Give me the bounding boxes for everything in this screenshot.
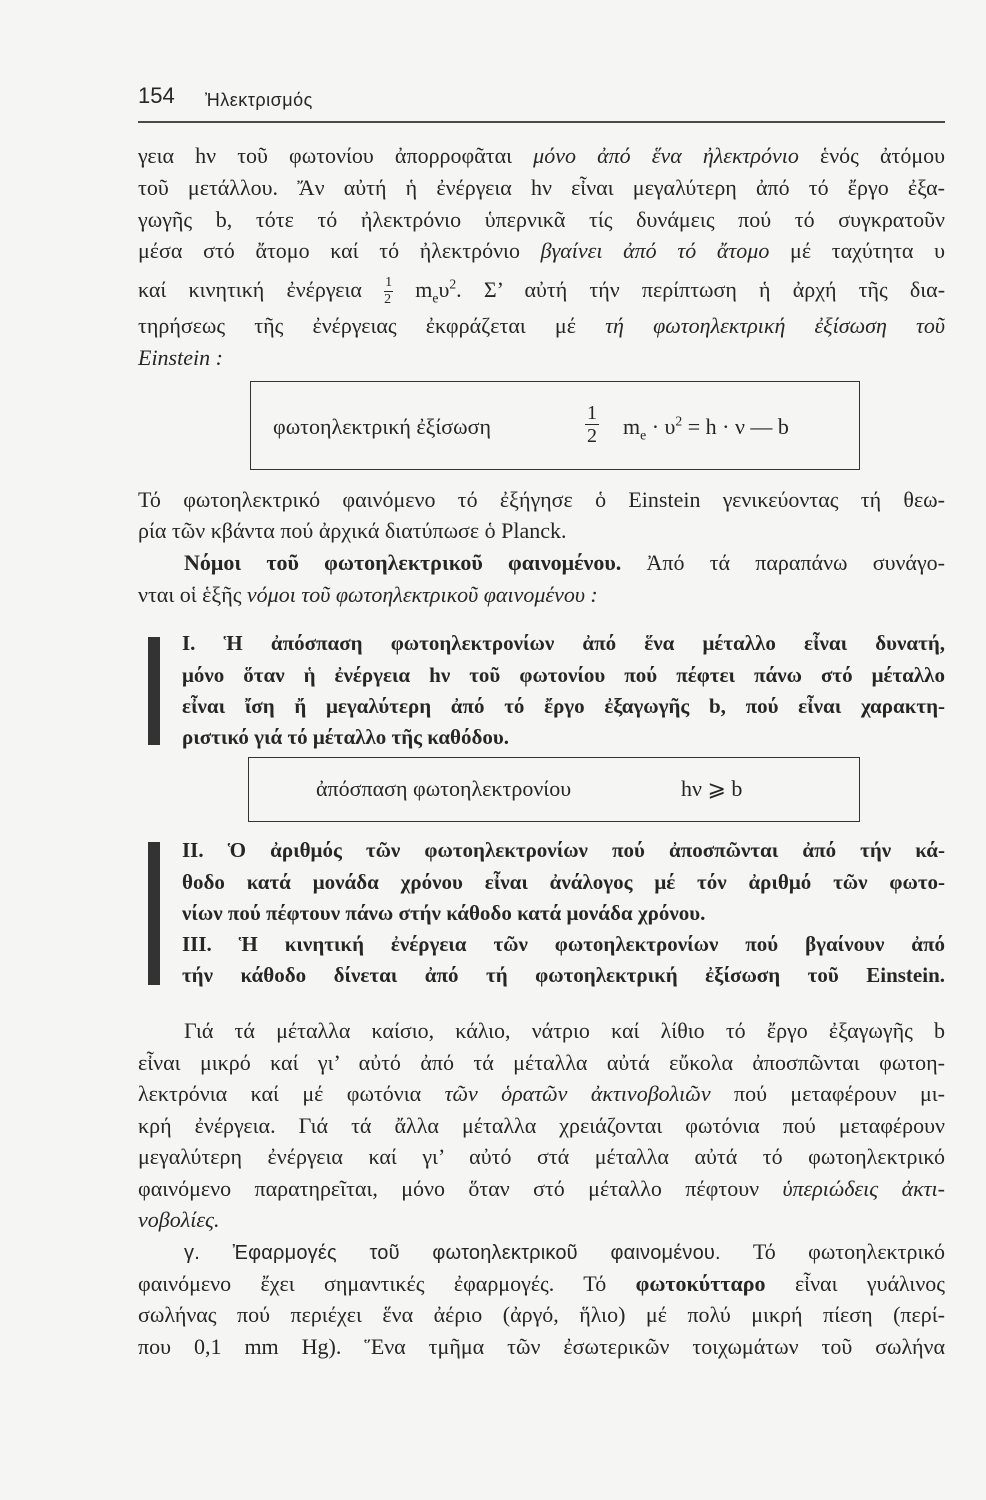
text-run: φαινόμενο ἔχει σημαντικές ἐφαρμογές. Τό bbox=[138, 1271, 607, 1296]
p4-line-5: μεγαλύτερη ἐνέργεια καί γι’ αὐτό στά μέταλλα αὐτά τό φωτοηλεκτρικό bbox=[138, 1144, 945, 1169]
law-2-line-2: θοδο κατά μονάδα χρόνου εἶναι ἀνάλογος μέ τόν ἀριθμό τῶν φωτο- bbox=[182, 870, 945, 894]
p3-line-1 bbox=[184, 547, 945, 579]
law-1-line-1: I. Ἡ ἀπόσπαση φωτοηλεκτρονίων ἀπό ἕνα μέταλλο εἶναι δυνατή, bbox=[182, 631, 945, 655]
law-1-line-4: ριστικό γιά τό μέταλλο τῆς καθόδου. bbox=[182, 725, 510, 749]
italic-run: τῶν ὁρατῶν ἀκτινοβολιῶν bbox=[444, 1081, 711, 1106]
text-run: Ἀπό τά παραπάνω συνάγο- bbox=[646, 550, 945, 575]
fraction-one-half bbox=[585, 402, 599, 447]
text-run: ἑνός ἀτόμου bbox=[819, 143, 946, 168]
p5-line-4: που 0,1 mm Hg). Ἕνα τμῆμα τῶν ἐσωτερικῶν τοιχωμάτων τοῦ σωλήνα bbox=[138, 1334, 945, 1359]
text-run: τηρήσεως τῆς ἐνέργειας ἐκφράζεται μέ bbox=[138, 313, 576, 338]
running-title: Ἠλεκτρισμός bbox=[205, 90, 313, 110]
italic-run: τή φωτοηλεκτρική ἐξίσωση τοῦ bbox=[605, 313, 945, 338]
italic-run: νόμοι τοῦ φωτοηλεκτρικοῦ φαινομένου : bbox=[246, 582, 598, 607]
text-run: μέσα στό ἄτομο καί τό ἠλεκτρόνιο bbox=[138, 238, 520, 263]
text-run: Τό φωτοηλεκτρικό bbox=[752, 1239, 945, 1264]
italic-run: ὑπεριώδεις ἀκτι- bbox=[782, 1176, 945, 1201]
section-heading: γ. Ἐφαρμογές τοῦ φωτοηλεκτρικοῦ φαινομένου. bbox=[184, 1242, 721, 1264]
text-run: εἶναι γυάλινος bbox=[794, 1271, 946, 1296]
p4-line-1: Γιά τά μέταλλα καίσιο, κάλιο, νάτριο καί λίθιο τό ἔργο ἐξαγωγῆς b bbox=[184, 1018, 945, 1043]
text-run: μέ ταχύτητα υ bbox=[790, 238, 946, 263]
mass-subscript: e bbox=[640, 427, 647, 443]
p4-line-3 bbox=[138, 1078, 945, 1110]
mass-symbol: m bbox=[415, 277, 433, 302]
law-2-line-3: νίων πού πέφτουν πάνω στήν κάθοδο κατά μονάδα χρόνου. bbox=[182, 901, 706, 925]
p1-line-2: τοῦ μετάλλου. Ἄν αὐτή ἡ ἐνέργεια hν εἶναι μεγαλύτερη ἀπό τό ἔργο ἐξα- bbox=[138, 175, 945, 200]
velocity-exponent: 2 bbox=[449, 276, 457, 292]
equation-expression bbox=[623, 411, 789, 443]
law-2-line-1: II. Ὁ ἀριθμός τῶν φωτοηλεκτρονίων πού ἀποσπῶνται ἀπό τήν κά- bbox=[182, 838, 945, 862]
p5-line-1 bbox=[184, 1236, 945, 1268]
text-run: πού μεταφέρουν μι- bbox=[734, 1081, 946, 1106]
p4-line-6 bbox=[138, 1173, 945, 1205]
p2-line-1: Τό φωτοηλεκτρικό φαινόμενο τό ἐξήγησε ὁ Einstein γενικεύοντας τή θεω- bbox=[138, 487, 945, 512]
fraction-denominator: 2 bbox=[384, 292, 392, 308]
law-3-line-1: III. Ἡ κινητική ἐνέργεια τῶν φωτοηλεκτρονίων πού βγαίνουν ἀπό bbox=[182, 932, 945, 956]
text-run: καί κινητική ἐνέργεια bbox=[138, 277, 362, 302]
condition-label: ἀπόσπαση φωτοηλεκτρονίου bbox=[316, 776, 572, 801]
photoelectric-equation-box bbox=[250, 381, 860, 470]
text-run: γεια hν τοῦ φωτονίου ἀπορροφᾶται bbox=[138, 143, 513, 168]
fraction-denominator: 2 bbox=[587, 425, 597, 447]
law-1-line-2: μόνο ὅταν ἡ ἐνέργεια hν τοῦ φωτονίου πού πέφτει πάνω στό μέταλλο bbox=[182, 663, 945, 687]
law-1-margin-bar bbox=[148, 637, 160, 745]
text-run: φαινόμενο παρατηρεῖται, μόνο ὅταν στό μέταλλο πέφτουν bbox=[138, 1176, 760, 1201]
law-3-line-2: τήν κάθοδο δίνεται ἀπό τή φωτοηλεκτρική ἐξίσωση τοῦ Einstein. bbox=[182, 963, 945, 987]
fraction-numerator: 1 bbox=[587, 402, 597, 424]
p1-line-7: Einstein : bbox=[138, 345, 223, 370]
italic-run: βγαίνει ἀπό τό ἄτομο bbox=[540, 238, 770, 263]
p5-line-3: σωλήνας πού περιέχει ἕνα ἀέριο (ἀργό, ἥλιο) μέ πολύ μικρή πίεση (περί- bbox=[138, 1302, 945, 1327]
page-number: 154 bbox=[138, 83, 175, 108]
p2-line-2: ρία τῶν κβάντα πού ἀρχικά διατύπωσε ὁ Planck. bbox=[138, 518, 567, 543]
equation-label: φωτοηλεκτρική ἐξίσωση bbox=[273, 414, 492, 439]
bold-heading-run: Νόμοι τοῦ φωτοηλεκτρικοῦ φαινομένου. bbox=[184, 550, 622, 575]
p1-line-5 bbox=[138, 274, 945, 306]
header-rule bbox=[138, 121, 945, 123]
p5-line-2 bbox=[138, 1268, 945, 1300]
p3-line-2 bbox=[138, 579, 945, 611]
fraction-one-half bbox=[384, 276, 393, 307]
emission-condition-box bbox=[248, 757, 860, 822]
text-run: νται οἱ ἑξῆς bbox=[138, 582, 242, 607]
velocity-exponent: 2 bbox=[675, 413, 683, 429]
p1-line-1 bbox=[138, 140, 945, 172]
p1-line-4 bbox=[138, 235, 945, 267]
mass-subscript: e bbox=[432, 290, 439, 306]
condition-formula: hν ⩾ b bbox=[681, 776, 743, 801]
law-2-3-margin-bar bbox=[148, 842, 160, 985]
p4-line-7: νοβολίες. bbox=[138, 1207, 220, 1232]
velocity-symbol: υ bbox=[438, 277, 450, 302]
bold-term: φωτοκύτταρο bbox=[635, 1271, 766, 1296]
equation-rhs: = h · ν — b bbox=[687, 414, 789, 439]
mass-symbol: m bbox=[623, 414, 641, 439]
p1-line-6 bbox=[138, 310, 945, 342]
p4-line-2: εἶναι μικρό καί γι’ αὐτό ἀπό τά μέταλλα αὐτά εὔκολα ἀποσπῶνται φωτοη- bbox=[138, 1050, 945, 1075]
text-run: . Σ’ αὐτή τήν περίπτωση ἡ ἀρχή τῆς δια- bbox=[456, 277, 946, 302]
velocity-term: · υ bbox=[651, 414, 676, 439]
p1-line-3: γωγῆς b, τότε τό ἠλεκτρόνιο ὑπερνικᾶ τίς δυνάμεις πού τό συγκρατοῦν bbox=[138, 207, 945, 232]
fraction-numerator: 1 bbox=[385, 275, 393, 291]
text-run: λεκτρόνια καί μέ φωτόνια bbox=[138, 1081, 422, 1106]
p4-line-4: κρή ἐνέργεια. Γιά τά ἄλλα μέταλλα χρειάζονται φωτόνια πού μεταφέρουν bbox=[138, 1113, 945, 1138]
law-1-line-3: εἶναι ἴση ἤ μεγαλύτερη ἀπό τό ἔργο ἐξαγωγῆς b, πού εἶναι χαρακτη- bbox=[182, 694, 945, 718]
italic-run: μόνο ἀπό ἕνα ἠλεκτρόνιο bbox=[533, 143, 799, 168]
